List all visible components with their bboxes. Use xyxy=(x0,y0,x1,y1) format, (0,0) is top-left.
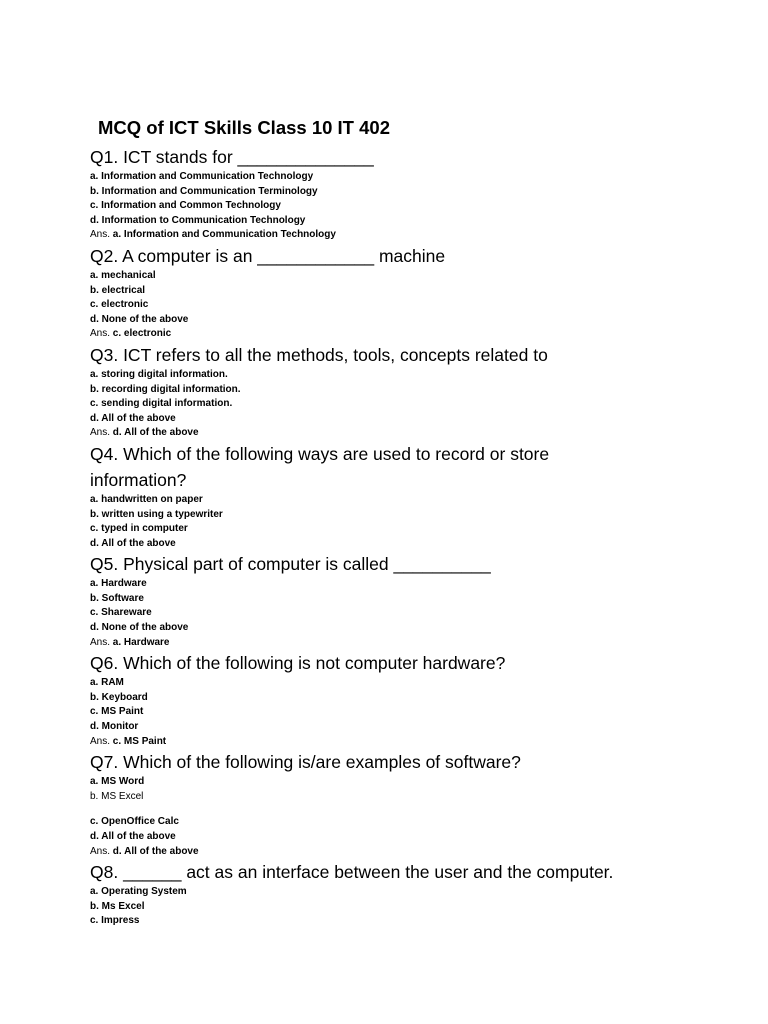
answer-line xyxy=(90,426,730,441)
question-text: Q8. ______ act as an interface between the user and the computer. xyxy=(90,862,614,883)
option-c: c. typed in computer xyxy=(90,523,188,535)
option-a: a. Information and Communication Technology xyxy=(90,171,314,182)
option-b: b. Keyboard xyxy=(90,691,148,703)
option-d: d. All of the above xyxy=(90,831,176,842)
option-b: b. electrical xyxy=(90,284,146,296)
option-list xyxy=(90,885,730,929)
question-text: Q3. ICT refers to all the methods, tools, concepts related to xyxy=(90,344,548,365)
question-7 xyxy=(90,749,730,859)
option-a: a. RAM xyxy=(90,677,124,689)
question-text: Q7. Which of the following is/are examples of software? xyxy=(90,752,521,773)
option-d: d. None of the above xyxy=(90,622,189,634)
option-b: b. Information and Communication Terminology xyxy=(90,185,318,197)
answer-value: a. Hardware xyxy=(112,636,170,648)
question-1 xyxy=(90,144,730,243)
option-b: b. written using a typewriter xyxy=(90,508,223,520)
option-d: d. All of the above xyxy=(90,537,176,549)
option-c: c. Information and Common Technology xyxy=(90,200,281,212)
option-c: c. MS Paint xyxy=(90,706,144,718)
answer-line xyxy=(90,845,730,860)
option-list xyxy=(90,269,730,327)
option-list xyxy=(90,170,730,228)
option-c: c. electronic xyxy=(90,299,149,311)
option-a: a. Hardware xyxy=(90,578,147,590)
question-text: Q5. Physical part of computer is called __________ xyxy=(90,554,491,575)
option-d: d. Information to Communication Technology xyxy=(90,214,306,226)
answer-line xyxy=(90,327,730,342)
answer-value: a. Information and Communication Technology xyxy=(112,229,336,241)
answer-prefix: Ans. xyxy=(90,427,113,439)
question-8 xyxy=(90,859,730,929)
question-5 xyxy=(90,551,730,650)
answer-prefix: Ans. xyxy=(90,845,113,857)
option-a: a. storing digital information. xyxy=(90,368,228,380)
answer-line xyxy=(90,228,730,243)
option-a: a. MS Word xyxy=(90,776,145,788)
page-title: MCQ of ICT Skills Class 10 IT 402 xyxy=(98,117,390,138)
answer-prefix: Ans. xyxy=(90,229,113,241)
option-c: c. Impress xyxy=(90,915,140,927)
question-6 xyxy=(90,650,730,749)
option-list xyxy=(90,577,730,635)
question-4 xyxy=(90,441,730,551)
answer-value: c. electronic xyxy=(112,328,172,340)
answer-prefix: Ans. xyxy=(90,328,113,340)
option-b: b. Ms Excel xyxy=(90,900,145,912)
option-a: a. handwritten on paper xyxy=(90,493,203,505)
option-d: d. Monitor xyxy=(90,721,139,733)
question-3 xyxy=(90,342,730,441)
option-list xyxy=(90,368,730,426)
option-d: d. None of the above xyxy=(90,313,189,325)
option-list xyxy=(90,676,730,734)
option-list xyxy=(90,493,730,551)
answer-line xyxy=(90,636,730,651)
document-content xyxy=(90,116,730,929)
option-c: c. Shareware xyxy=(90,607,152,619)
option-b: b. recording digital information. xyxy=(90,383,241,395)
answer-value: c. MS Paint xyxy=(112,735,167,747)
question-text: Q2. A computer is an ____________ machine xyxy=(90,245,446,266)
option-b: b. MS Excel xyxy=(90,790,144,802)
question-text: Q4. Which of the following ways are used to record or store information? xyxy=(90,443,550,490)
answer-prefix: Ans. xyxy=(90,636,113,648)
question-text: Q6. Which of the following is not computer hardware? xyxy=(90,653,506,674)
option-list xyxy=(90,775,730,844)
answer-value: d. All of the above xyxy=(112,427,199,439)
option-b: b. Software xyxy=(90,592,144,604)
option-a: a. mechanical xyxy=(90,269,156,281)
question-text: Q1. ICT stands for ______________ xyxy=(90,147,374,167)
option-d: d. All of the above xyxy=(90,412,176,424)
option-a: a. Operating System xyxy=(90,886,187,898)
answer-line xyxy=(90,735,730,750)
answer-prefix: Ans. xyxy=(90,735,113,747)
option-c: c. sending digital information. xyxy=(90,398,233,410)
option-c: c. OpenOffice Calc xyxy=(90,816,179,828)
answer-value: d. All of the above xyxy=(112,845,199,857)
question-2 xyxy=(90,243,730,342)
